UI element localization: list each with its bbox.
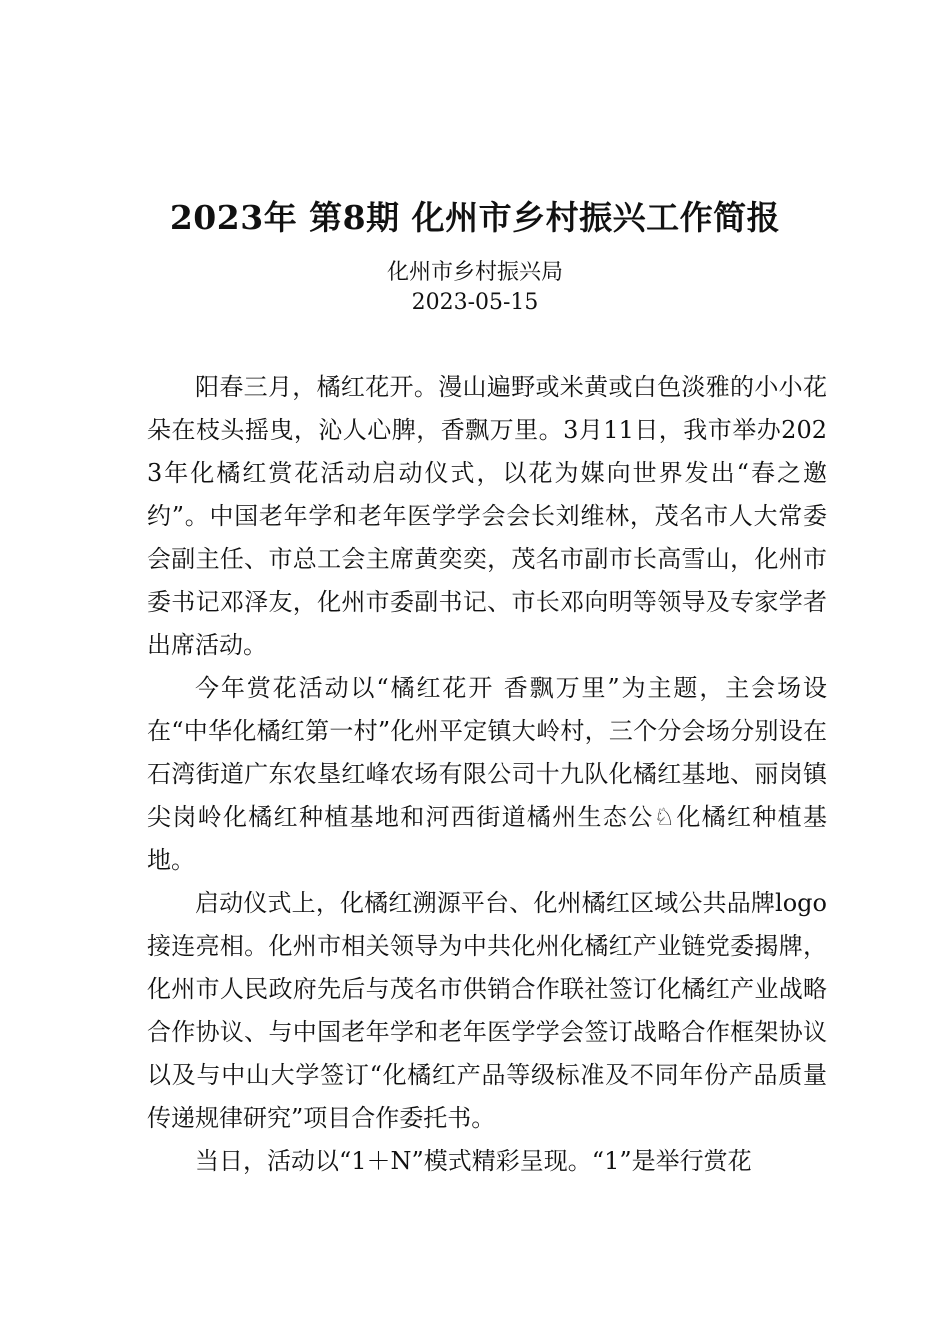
- issuing-organization: 化州市乡村振兴局: [386, 260, 563, 285]
- document-body: [147, 366, 827, 1183]
- paragraph: 今年赏花活动以“橘红花开 香飘万里”为主题，主会场设在“中华化橘红第一村”化州平定镇大岭村，三个分会场分别设在石湾街道广东农垦红峰农场有限公司十九队化橘红基地、丽岗镇尖岗岭化橘红种植基地和河西街道橘州生态公♘化橘红种植基地。: [147, 674, 827, 874]
- paragraph: 当日，活动以“1＋N”模式精彩呈现。“1”是举行赏花: [195, 1147, 752, 1175]
- issue-date: 2023-05-15: [411, 290, 539, 315]
- document-title: 2023年 第8期 化州市乡村振兴工作简报: [169, 198, 781, 237]
- paragraph: 启动仪式上，化橘红溯源平台、化州橘红区域公共品牌logo接连亮相。化州市相关领导为中共化州化橘红产业链党委揭牌，化州市人民政府先后与茂名市供销合作联社签订化橘红产业战略合作协议、与中国老年学和老年医学学会签订战略合作框架协议以及与中山大学签订“化橘红产品等级标准及不同年份产品质量传递规律研究”项目合作委托书。: [147, 889, 827, 1132]
- paragraph: 阳春三月，橘红花开。漫山遍野或米黄或白色淡雅的小小花朵在枝头摇曳，沁人心脾，香飘万里。3月11日，我市举办2023年化橘红赏花活动启动仪式，以花为媒向世界发出“春之邀约”。中国老年学和老年医学学会会长刘维林，茂名市人大常委会副主任、市总工会主席黄奕奕，茂名市副市长高雪山，化州市委书记邓泽友，化州市委副书记、市长邓向明等领导及专家学者出席活动。: [147, 373, 827, 659]
